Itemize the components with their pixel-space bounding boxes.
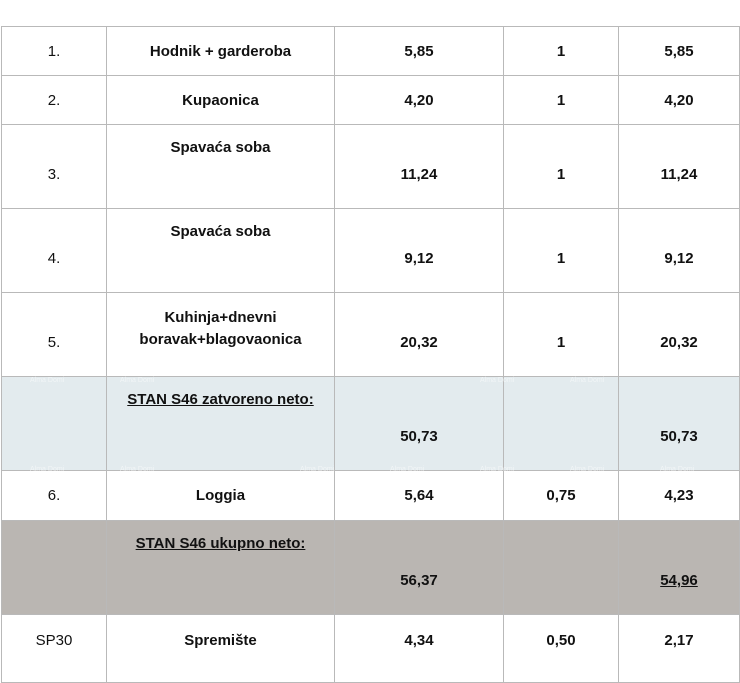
total-label: STAN S46 zatvoreno neto: [107,377,335,471]
room-name: Spremište [107,615,335,683]
watermark: Alma Domi [30,466,65,473]
room-area: 9,12 [335,209,504,293]
watermark: Alma Domi [390,466,425,473]
room-coefficient: 0,50 [504,615,619,683]
row-number: 5. [2,293,107,377]
total-net-row [2,521,740,615]
room-net-area: 4,23 [619,471,740,521]
table-row [2,76,740,125]
row-number: 6. [2,471,107,521]
room-name: Kupaonica [107,76,335,125]
room-net-area: 9,12 [619,209,740,293]
watermark: Alma Domi [660,466,695,473]
table-row [2,27,740,76]
room-coefficient: 1 [504,125,619,209]
room-name [107,293,335,377]
room-name: Hodnik + garderoba [107,27,335,76]
table-row [2,209,740,293]
room-coefficient: 1 [504,27,619,76]
watermark: Alma Domi [570,377,605,384]
table-row [2,471,740,521]
row-number: SP30 [2,615,107,683]
room-name: Spavaća soba [107,209,335,293]
watermark: Alma Domi [120,466,155,473]
watermark: Alma Domi [480,377,515,384]
table-row [2,615,740,683]
total-label: STAN S46 ukupno neto: [107,521,335,615]
row-number [2,521,107,615]
room-net-area: 2,17 [619,615,740,683]
room-name: Spavaća soba [107,125,335,209]
room-name-line-1: Kuhinja+dnevni [164,309,277,326]
total-net-area: 50,73 [619,377,740,471]
room-area-table [1,26,740,683]
room-net-area: 4,20 [619,76,740,125]
room-coefficient: 1 [504,76,619,125]
row-number: 3. [2,125,107,209]
room-name: Loggia [107,471,335,521]
room-area: 11,24 [335,125,504,209]
room-coefficient: 0,75 [504,471,619,521]
room-net-area: 5,85 [619,27,740,76]
watermark: Alma Domi [570,466,605,473]
room-area: 4,34 [335,615,504,683]
table-row [2,125,740,209]
room-name-line-2: boravak+blagovaonica [139,331,302,348]
total-coefficient [504,521,619,615]
total-area: 50,73 [335,377,504,471]
watermark: Alma Domi [30,377,65,384]
total-coefficient [504,377,619,471]
room-coefficient: 1 [504,209,619,293]
room-area: 4,20 [335,76,504,125]
row-number: 2. [2,76,107,125]
row-number: 4. [2,209,107,293]
watermark: Alma Domi [120,377,155,384]
room-area: 5,64 [335,471,504,521]
room-net-area: 11,24 [619,125,740,209]
closed-net-total-row [2,377,740,471]
row-number: 1. [2,27,107,76]
watermark: Alma Domi [300,466,335,473]
room-coefficient: 1 [504,293,619,377]
total-area: 56,37 [335,521,504,615]
room-area: 20,32 [335,293,504,377]
total-net-area: 54,96 [619,521,740,615]
watermark: Alma Domi [480,466,515,473]
table-row [2,293,740,377]
room-area: 5,85 [335,27,504,76]
room-net-area: 20,32 [619,293,740,377]
row-number [2,377,107,471]
